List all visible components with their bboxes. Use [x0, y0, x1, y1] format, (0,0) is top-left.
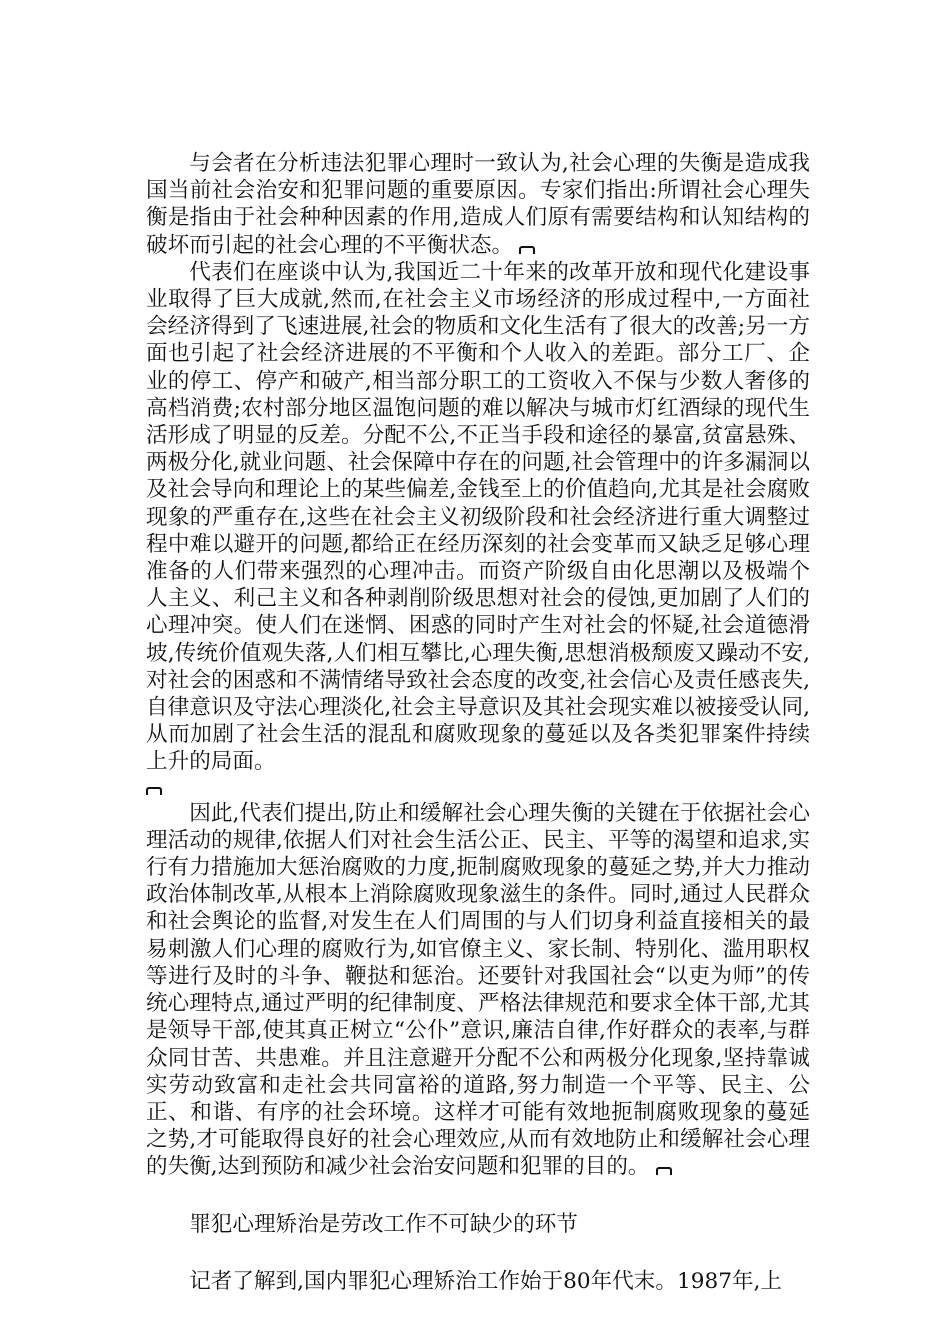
paragraph-2: [146, 259, 810, 776]
paragraph-1: [146, 150, 810, 259]
paragraph-3: [146, 800, 810, 1181]
paragraph-end-mark-icon: [519, 246, 535, 254]
paragraph-2-end-line: [146, 776, 810, 800]
paragraph-2-text: 代表们在座谈中认为,我国近二十年来的改革开放和现代化建设事业取得了巨大成就,然而,在社会主义市场经济的形成过程中,一方面社会经济得到了飞速进展,社会的物质和文化生活有了很大的改善;另一方面也引起了社会经济进展的不平衡和个人收入的差距。部分工厂、企业的停工、停产和破产,相当部分职工的工资收入不保与少数人奢侈的高档消费;农村部分地区温饱问题的难以解决与城市灯红酒绿的现代生活形成了明显的反差。分配不公,不正当手段和途径的暴富,贫富悬殊、两极分化,就业问题、社会保障中存在的问题,社会管理中的许多漏洞以及社会导向和理论上的某些偏差,金钱至上的价值趋向,尤其是社会腐败现象的严重存在,这些在社会主义初级阶段和社会经济进行重大调整过程中难以避开的问题,都给正在经历深刻的社会变革而又缺乏足够心理准备的人们带来强烈的心理冲击。而资产阶级自由化思潮以及极端个人主义、利己主义和各种剥削阶级思想对社会的侵蚀,更加剧了人们的心理冲突。使人们在迷惘、困惑的同时产生对社会的怀疑,社会道德滑坡,传统价值观失落,人们相互攀比,心理失衡,思想消极颓废又躁动不安,对社会的困惑和不满情绪导致社会态度的改变,社会信心及责任感丧失,自律意识及守法心理淡化,社会主导意识及其社会现实难以被接受认同,从而加剧了社会生活的混乱和腐败现象的蔓延以及各类犯罪案件持续上升的局面。: [146, 259, 810, 775]
paragraph-1-text: 与会者在分析违法犯罪心理时一致认为,社会心理的失衡是造成我国当前社会治安和犯罪问题的重要原因。专家们指出:所谓社会心理失衡是指由于社会种种因素的作用,造成人们原有需要结构和认知结构的破坏而引起的社会心理的不平衡状态。: [146, 151, 810, 258]
paragraph-end-mark-icon: [656, 1167, 672, 1175]
paragraph-3-text: 因此,代表们提出,防止和缓解社会心理失衡的关键在于依据社会心理活动的规律,依据人们对社会生活公正、民主、平等的渴望和追求,实行有力措施加大惩治腐败的力度,扼制腐败现象的蔓延之势,并大力推动政治体制改革,从根本上消除腐败现象滋生的条件。同时,通过人民群众和社会舆论的监督,对发生在人们周围的与人们切身利益直接相关的最易刺激人们心理的腐败行为,如官僚主义、家长制、特别化、滥用职权等进行及时的斗争、鞭挞和惩治。还要针对我国社会“以吏为师”的传统心理特点,通过严明的纪律制度、严格法律规范和要求全体干部,尤其是领导干部,使其真正树立“公仆”意识,廉洁自律,作好群众的表率,与群众同甘苦、共患难。并且注意避开分配不公和两极分化现象,坚持靠诚实劳动致富和走社会共同富裕的道路,努力制造一个平等、民主、公正、和谐、有序的社会环境。这样才可能有效地扼制腐败现象的蔓延之势,才可能取得良好的社会心理效应,从而有效地防止和缓解社会心理的失衡,达到预防和减少社会治安问题和犯罪的目的。: [146, 800, 810, 1180]
paragraph-4: 记者了解到,国内罪犯心理矫治工作始于80年代末。1987年,上: [189, 1268, 783, 1294]
paragraph-end-mark-icon: [146, 787, 162, 795]
section-heading: 罪犯心理矫治是劳改工作不可缺少的环节: [189, 1211, 578, 1237]
document-page: [146, 150, 810, 1295]
